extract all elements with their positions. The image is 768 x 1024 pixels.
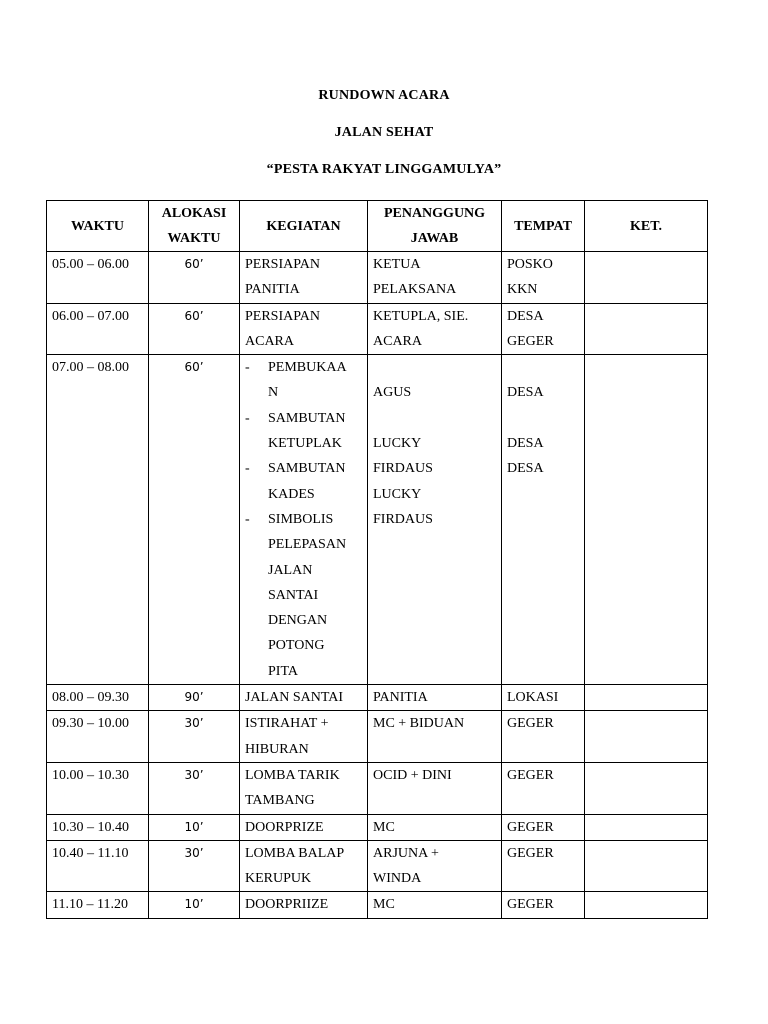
cell-line: LUCKY (373, 486, 422, 502)
cell-penanggung (368, 840, 502, 892)
cell-ket (585, 685, 708, 711)
cell-waktu: 09.30 – 10.00 (47, 711, 149, 763)
cell-ket (585, 711, 708, 763)
cell-penanggung: MC (368, 892, 502, 918)
event-title: JALAN SEHAT (334, 125, 434, 140)
cell-ket (585, 762, 708, 814)
spacer (507, 355, 579, 380)
cell-line: PERSIAPAN (245, 257, 320, 272)
cell-line: ACARA (245, 333, 295, 349)
cell-line: DESA (507, 461, 544, 477)
cell-tempat: GEGER (502, 840, 585, 892)
cell-line: LOMBA BALAP (245, 845, 345, 861)
cell-tempat: GEGER (502, 711, 585, 763)
cell-kegiatan (240, 840, 368, 892)
table-row (47, 840, 708, 892)
table-row (47, 814, 708, 840)
table-header-row (47, 201, 708, 252)
spacer (373, 406, 496, 431)
bullet-dash: - (245, 410, 250, 426)
header-penanggung-line2: JAWAB (410, 231, 459, 246)
event-subtitle: “PESTA RAKYAT LINGGAMULYA” (266, 162, 502, 177)
cell-line: FIRDAUS (373, 461, 433, 477)
cell-penanggung (368, 303, 502, 355)
cell-line: LUCKY (373, 436, 422, 452)
cell-alokasi: 60’ (149, 303, 240, 355)
list-item (245, 456, 362, 507)
cell-line: KADES (268, 486, 315, 502)
cell-tempat: LOKASI (502, 685, 585, 711)
cell-tempat: GEGER (502, 892, 585, 918)
header-penanggung-line1: PENANGGUNG (383, 206, 486, 221)
cell-line: SIMBOLIS (268, 511, 334, 527)
cell-line: WINDA (373, 871, 422, 887)
cell-waktu: 06.00 – 07.00 (47, 303, 149, 355)
cell-penanggung: MC + BIDUAN (368, 711, 502, 763)
cell-line: ACARA (373, 333, 423, 349)
cell-tempat (502, 355, 585, 685)
cell-kegiatan: DOORPRIIZE (240, 892, 368, 918)
header-kegiatan: KEGIATAN (240, 201, 368, 252)
cell-line: KKN (507, 282, 538, 298)
cell-line: POTONG (268, 638, 325, 654)
cell-line: KETUPLA, SIE. (373, 308, 469, 324)
document-title: RUNDOWN ACARA (318, 88, 450, 103)
cell-kegiatan: JALAN SANTAI (240, 685, 368, 711)
cell-line: DESA (507, 385, 544, 401)
table-row (47, 252, 708, 304)
cell-line: PANITIA (245, 282, 300, 298)
header-alokasi-line2: WAKTU (167, 231, 221, 246)
cell-waktu: 11.10 – 11.20 (47, 892, 149, 918)
cell-line: PELAKSANA (373, 282, 457, 298)
cell-line: HIBURAN (245, 741, 309, 757)
table-row (47, 303, 708, 355)
cell-waktu: 10.30 – 10.40 (47, 814, 149, 840)
cell-kegiatan: DOORPRIZE (240, 814, 368, 840)
cell-waktu: 07.00 – 08.00 (47, 355, 149, 685)
cell-ket (585, 303, 708, 355)
list-item (245, 355, 362, 406)
cell-waktu: 10.00 – 10.30 (47, 762, 149, 814)
cell-waktu: 10.40 – 11.10 (47, 840, 149, 892)
cell-tempat: GEGER (502, 762, 585, 814)
cell-ket (585, 892, 708, 918)
cell-ket (585, 355, 708, 685)
cell-tempat (502, 303, 585, 355)
cell-penanggung: MC (368, 814, 502, 840)
header-alokasi-waktu (149, 201, 240, 252)
cell-line: GEGER (507, 333, 554, 349)
cell-kegiatan (240, 303, 368, 355)
cell-line: ARJUNA + (373, 845, 439, 861)
cell-line: AGUS (373, 385, 412, 401)
header-penanggung-jawab (368, 201, 502, 252)
cell-line: KETUA (373, 257, 421, 272)
cell-line: POSKO (507, 257, 553, 272)
header-ket: KET. (585, 201, 708, 252)
cell-penanggung: PANITIA (368, 685, 502, 711)
rundown-table (46, 200, 708, 919)
cell-alokasi: 90’ (149, 685, 240, 711)
bullet-dash: - (245, 461, 250, 477)
cell-ket (585, 814, 708, 840)
cell-line: PELEPASAN (268, 537, 347, 553)
cell-tempat (502, 252, 585, 304)
cell-kegiatan (240, 711, 368, 763)
cell-line: DENGAN (268, 613, 328, 629)
cell-penanggung (368, 355, 502, 685)
header-tempat: TEMPAT (502, 201, 585, 252)
cell-line: SAMBUTAN (268, 461, 346, 477)
cell-kegiatan (240, 762, 368, 814)
cell-alokasi: 30’ (149, 840, 240, 892)
bullet-dash: - (245, 360, 250, 376)
cell-line: LOMBA TARIK (245, 767, 340, 783)
cell-penanggung: OCID + DINI (368, 762, 502, 814)
table-row (47, 762, 708, 814)
cell-line: ISTIRAHAT + (245, 716, 329, 732)
cell-line: N (268, 385, 279, 401)
cell-alokasi: 60’ (149, 252, 240, 304)
list-item (245, 406, 362, 457)
cell-line: KERUPUK (245, 871, 312, 887)
cell-ket (585, 252, 708, 304)
table-row (47, 355, 708, 685)
kegiatan-list (245, 355, 362, 684)
header-waktu: WAKTU (47, 201, 149, 252)
cell-kegiatan (240, 252, 368, 304)
cell-waktu: 05.00 – 06.00 (47, 252, 149, 304)
cell-line: JALAN (268, 562, 313, 578)
cell-line: SAMBUTAN (268, 410, 346, 426)
list-item (245, 507, 362, 684)
cell-alokasi: 60’ (149, 355, 240, 685)
table-row (47, 711, 708, 763)
cell-line: DESA (507, 436, 544, 452)
table-row (47, 685, 708, 711)
cell-kegiatan (240, 355, 368, 685)
cell-line: DESA (507, 308, 544, 324)
cell-line: KETUPLAK (268, 436, 342, 452)
cell-penanggung (368, 252, 502, 304)
cell-alokasi: 10’ (149, 892, 240, 918)
table-row (47, 892, 708, 918)
cell-waktu: 08.00 – 09.30 (47, 685, 149, 711)
spacer (373, 355, 496, 380)
cell-line: PITA (268, 663, 298, 679)
cell-line: TAMBANG (245, 793, 315, 809)
cell-alokasi: 10’ (149, 814, 240, 840)
cell-alokasi: 30’ (149, 762, 240, 814)
cell-line: PERSIAPAN (245, 308, 320, 324)
cell-tempat: GEGER (502, 814, 585, 840)
cell-line: PEMBUKAA (268, 360, 347, 376)
bullet-dash: - (245, 511, 250, 527)
cell-ket (585, 840, 708, 892)
cell-line: SANTAI (268, 587, 319, 603)
spacer (507, 406, 579, 431)
header-alokasi-line1: ALOKASI (161, 206, 227, 221)
cell-alokasi: 30’ (149, 711, 240, 763)
cell-line: FIRDAUS (373, 511, 433, 527)
